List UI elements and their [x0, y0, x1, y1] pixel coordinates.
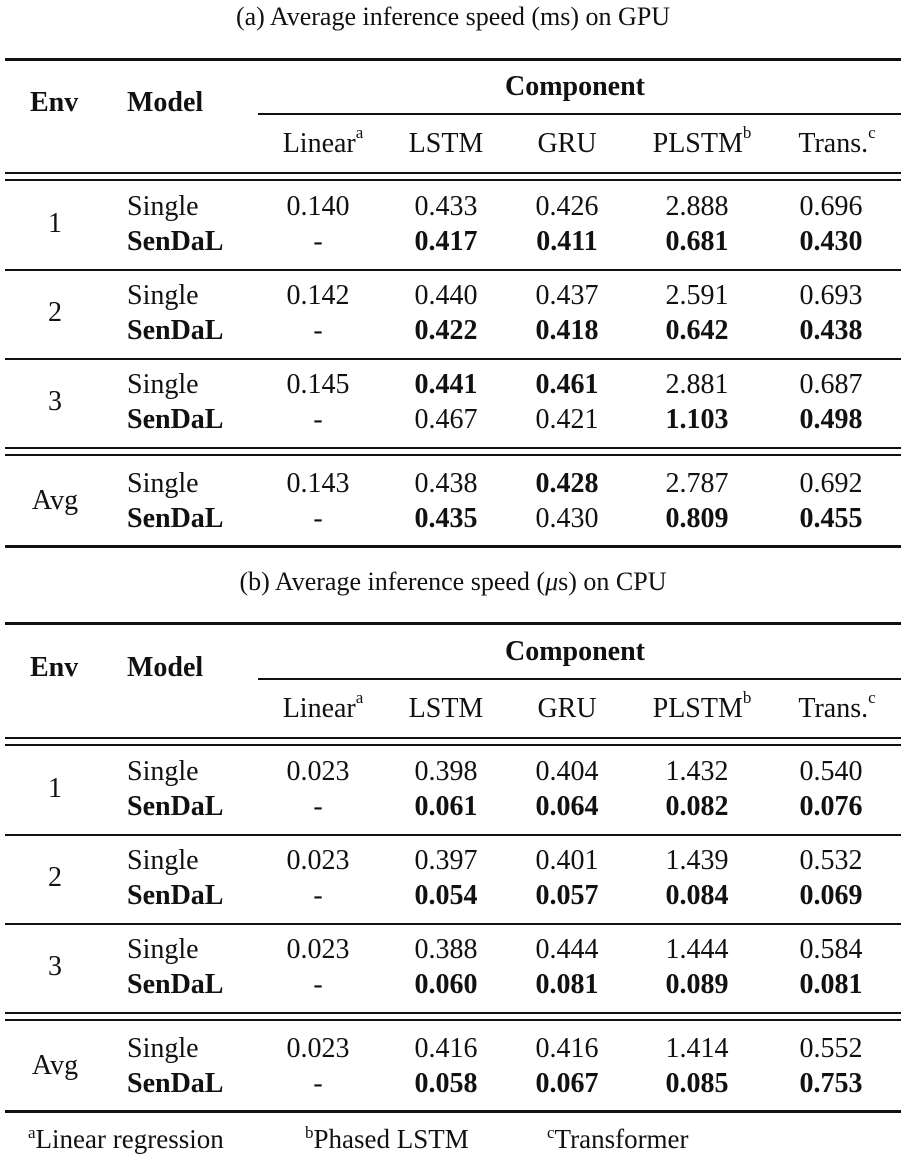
value-cell: -	[313, 315, 323, 346]
table-a-top-rule	[5, 58, 901, 61]
value-cell: 0.426	[535, 191, 599, 222]
value-cell: 0.398	[414, 756, 478, 787]
value-cell: 0.421	[535, 404, 599, 435]
value-cell: 0.411	[536, 226, 598, 257]
col-label: LSTM	[408, 128, 484, 159]
table-a-component-rule	[258, 113, 901, 115]
table-b-header-double-rule-1	[5, 737, 901, 739]
col-label: GRU	[537, 693, 597, 724]
table-b-avg-double-rule-1	[5, 1012, 901, 1014]
table-a-header-double-rule-2	[5, 179, 901, 181]
value-cell: 0.440	[414, 280, 478, 311]
footnote-mark: a	[28, 1123, 36, 1142]
value-cell: 0.054	[414, 880, 478, 911]
footnote-text: Linear regression	[35, 1124, 224, 1154]
table-b-avg-double-rule-2	[5, 1019, 901, 1021]
footnote-c	[547, 1122, 689, 1156]
value-cell: 0.642	[665, 315, 729, 346]
table-b-header-model: Model	[127, 652, 204, 683]
value-cell: 0.064	[535, 791, 599, 822]
value-cell: 2.787	[665, 468, 729, 499]
footnote-mark: a	[355, 123, 364, 142]
model-cell: Single	[127, 191, 199, 222]
value-cell: 0.455	[799, 503, 863, 534]
model-cell: SenDaL	[127, 791, 224, 822]
table-a-caption-text: (a) Average inference speed (ms) on GPU	[235, 2, 671, 31]
env-cell: Avg	[31, 1050, 79, 1081]
value-cell: 0.416	[414, 1033, 478, 1064]
value-cell: 1.439	[665, 845, 729, 876]
model-cell: SenDaL	[127, 880, 224, 911]
value-cell: -	[313, 503, 323, 534]
value-cell: 0.416	[535, 1033, 599, 1064]
value-cell: -	[313, 880, 323, 911]
table-b-caption-suffix: s) on CPU	[558, 567, 667, 596]
value-cell: 1.103	[665, 404, 729, 435]
value-cell: 0.082	[665, 791, 729, 822]
footnote-text: Phased LSTM	[313, 1124, 469, 1154]
table-b-header-env: Env	[30, 652, 79, 683]
value-cell: 2.881	[665, 369, 729, 400]
table-a-col-trans	[798, 123, 876, 161]
model-cell: SenDaL	[127, 1068, 224, 1099]
model-cell: SenDaL	[127, 969, 224, 1000]
footnote-mark: c	[868, 123, 876, 142]
value-cell: 0.401	[535, 845, 599, 876]
value-cell: 0.023	[286, 1033, 350, 1064]
footnote-mark: c	[868, 688, 876, 707]
value-cell: 0.023	[286, 934, 350, 965]
table-b-col-lstm	[409, 692, 484, 726]
value-cell: 0.809	[665, 503, 729, 534]
env-cell: 3	[48, 951, 62, 982]
value-cell: -	[313, 969, 323, 1000]
table-b-group-rule	[5, 834, 901, 836]
model-cell: Single	[127, 369, 199, 400]
value-cell: 0.085	[665, 1068, 729, 1099]
value-cell: 0.753	[799, 1068, 863, 1099]
value-cell: 0.397	[414, 845, 478, 876]
value-cell: 1.414	[665, 1033, 729, 1064]
value-cell: 0.461	[535, 369, 599, 400]
col-label: Linear	[282, 693, 356, 724]
model-cell: SenDaL	[127, 315, 224, 346]
value-cell: -	[313, 404, 323, 435]
value-cell: 0.404	[535, 756, 599, 787]
table-a-group-rule	[5, 358, 901, 360]
table-b-caption-mu: μ	[545, 567, 559, 596]
model-cell: Single	[127, 756, 199, 787]
value-cell: 0.145	[286, 369, 350, 400]
table-a-avg-double-rule-1	[5, 447, 901, 449]
value-cell: 0.142	[286, 280, 350, 311]
env-cell: 1	[48, 773, 62, 804]
value-cell: 0.437	[535, 280, 599, 311]
value-cell: 0.444	[535, 934, 599, 965]
value-cell: 1.432	[665, 756, 729, 787]
table-b-header-double-rule-2	[5, 744, 901, 746]
value-cell: 0.430	[535, 503, 599, 534]
value-cell: 0.540	[799, 756, 863, 787]
col-label: GRU	[537, 128, 597, 159]
table-a-group-rule	[5, 269, 901, 271]
value-cell: 0.687	[799, 369, 863, 400]
value-cell: 0.140	[286, 191, 350, 222]
model-cell: Single	[127, 468, 199, 499]
value-cell: 0.023	[286, 756, 350, 787]
value-cell: 0.057	[535, 880, 599, 911]
value-cell: 0.067	[535, 1068, 599, 1099]
value-cell: 0.143	[286, 468, 350, 499]
value-cell: 0.058	[414, 1068, 478, 1099]
footnote-mark: c	[547, 1123, 555, 1142]
table-b-header-component: Component	[504, 636, 646, 667]
value-cell: 0.023	[286, 845, 350, 876]
value-cell: 0.076	[799, 791, 863, 822]
value-cell: 0.552	[799, 1033, 863, 1064]
value-cell: -	[313, 226, 323, 257]
value-cell: 0.069	[799, 880, 863, 911]
footnote-mark: b	[742, 688, 752, 707]
table-b-caption-prefix: (b) Average inference speed (	[239, 567, 546, 596]
value-cell: 1.444	[665, 934, 729, 965]
value-cell: 0.388	[414, 934, 478, 965]
table-b-bottom-rule	[5, 1110, 901, 1113]
env-cell: Avg	[31, 485, 79, 516]
value-cell: 0.438	[414, 468, 478, 499]
table-b-group-rule	[5, 923, 901, 925]
col-label: Trans.	[798, 693, 869, 724]
model-cell: SenDaL	[127, 503, 224, 534]
table-a-header-env: Env	[30, 87, 79, 118]
value-cell: 0.081	[535, 969, 599, 1000]
table-b-col-trans	[798, 688, 876, 726]
value-cell: -	[313, 1068, 323, 1099]
table-a-col-lstm	[409, 127, 484, 161]
table-a-header-double-rule-1	[5, 172, 901, 174]
table-a-bottom-rule	[5, 545, 901, 548]
model-cell: Single	[127, 934, 199, 965]
value-cell: 0.417	[414, 226, 478, 257]
value-cell: 0.441	[414, 369, 478, 400]
value-cell: 0.433	[414, 191, 478, 222]
model-cell: SenDaL	[127, 226, 224, 257]
value-cell: 0.438	[799, 315, 863, 346]
table-a-col-linear	[282, 123, 364, 161]
model-cell: Single	[127, 280, 199, 311]
value-cell: 0.060	[414, 969, 478, 1000]
table-b-col-gru	[537, 692, 596, 726]
table-a-caption	[0, 2, 906, 32]
value-cell: 0.681	[665, 226, 729, 257]
value-cell: 0.428	[535, 468, 599, 499]
table-a-avg-double-rule-2	[5, 454, 901, 456]
table-b-top-rule	[5, 622, 901, 625]
footnote-a	[28, 1122, 224, 1156]
value-cell: 0.584	[799, 934, 863, 965]
col-label: PLSTM	[652, 693, 743, 724]
value-cell: 2.888	[665, 191, 729, 222]
table-b-col-plstm	[652, 688, 752, 726]
value-cell: 0.089	[665, 969, 729, 1000]
table-b-component-rule	[258, 678, 901, 680]
value-cell: 0.081	[799, 969, 863, 1000]
value-cell: 0.061	[414, 791, 478, 822]
col-label: LSTM	[408, 693, 484, 724]
value-cell: 2.591	[665, 280, 729, 311]
value-cell: 0.696	[799, 191, 863, 222]
value-cell: 0.693	[799, 280, 863, 311]
value-cell: 0.435	[414, 503, 478, 534]
model-cell: Single	[127, 1033, 199, 1064]
model-cell: Single	[127, 845, 199, 876]
col-label: Linear	[282, 128, 356, 159]
value-cell: -	[313, 791, 323, 822]
table-b-col-linear	[282, 688, 364, 726]
value-cell: 0.532	[799, 845, 863, 876]
env-cell: 1	[48, 208, 62, 239]
footnote-mark: b	[742, 123, 752, 142]
value-cell: 0.422	[414, 315, 478, 346]
value-cell: 0.498	[799, 404, 863, 435]
model-cell: SenDaL	[127, 404, 224, 435]
env-cell: 2	[48, 862, 62, 893]
env-cell: 3	[48, 386, 62, 417]
footnote-text: Transformer	[554, 1124, 689, 1154]
table-a-header-component: Component	[504, 71, 646, 102]
col-label: Trans.	[798, 128, 869, 159]
value-cell: 0.430	[799, 226, 863, 257]
value-cell: 0.692	[799, 468, 863, 499]
table-b-caption	[0, 567, 906, 597]
footnote-mark: a	[355, 688, 364, 707]
table-a-col-plstm	[652, 123, 752, 161]
env-cell: 2	[48, 297, 62, 328]
table-a-header-model: Model	[127, 87, 204, 118]
value-cell: 0.467	[414, 404, 478, 435]
footnote-b	[305, 1122, 469, 1156]
footnote-mark: b	[305, 1123, 314, 1142]
value-cell: 0.084	[665, 880, 729, 911]
value-cell: 0.418	[535, 315, 599, 346]
table-a-col-gru	[537, 127, 596, 161]
col-label: PLSTM	[652, 128, 743, 159]
